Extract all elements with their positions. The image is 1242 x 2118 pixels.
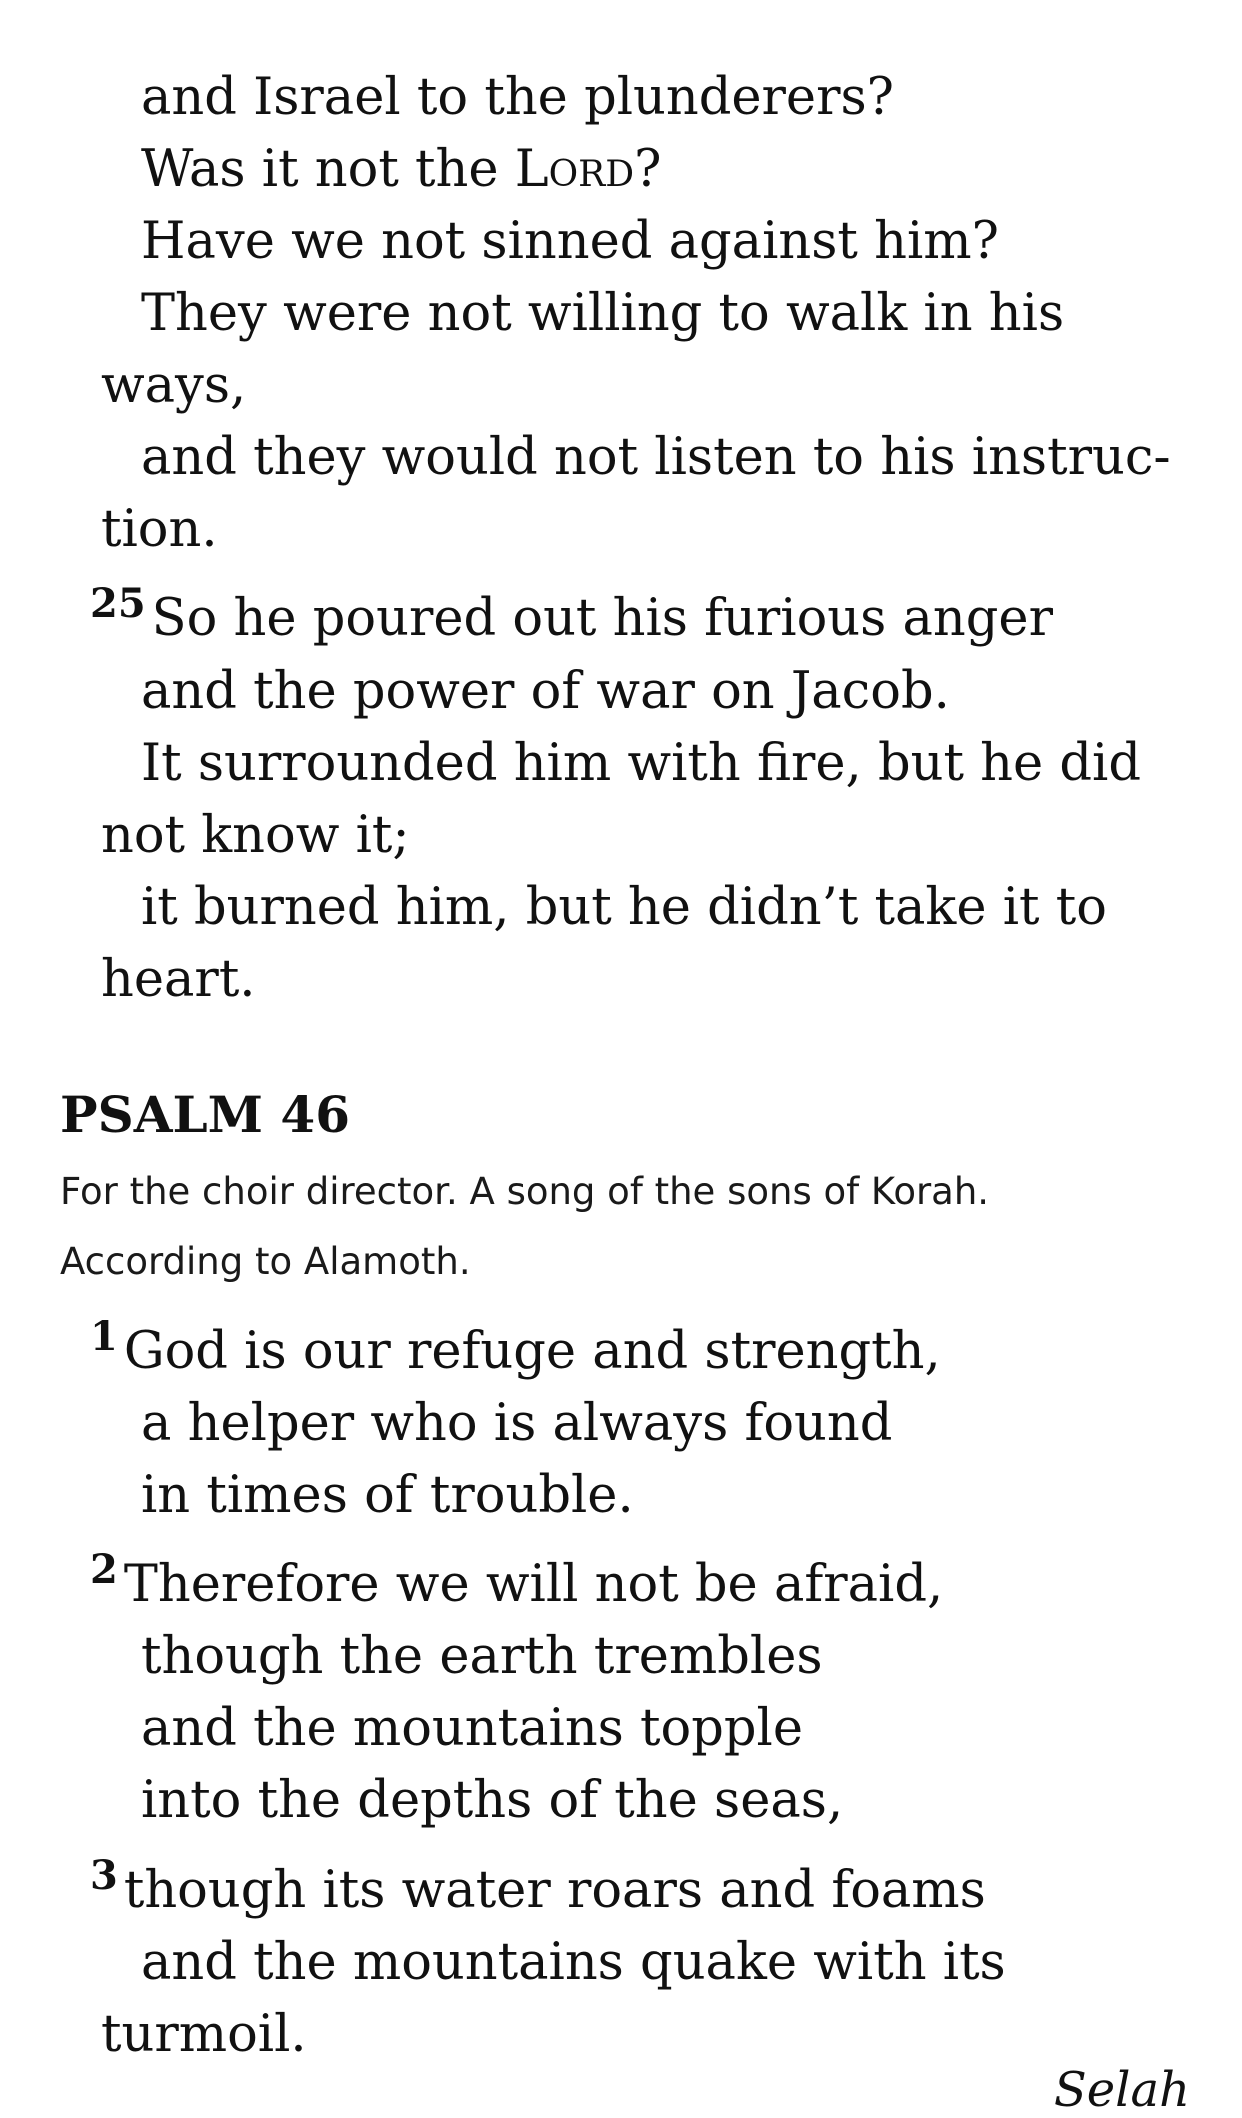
verse-2-first-line xyxy=(90,1546,944,1624)
text-line: Have we not sinned against him? xyxy=(141,212,999,271)
verse-3-first-line xyxy=(90,1852,986,1930)
verse-number: 25 xyxy=(90,580,146,627)
text-span: though its water roars and foams xyxy=(123,1861,986,1920)
text-line: though the earth trembles xyxy=(141,1627,823,1686)
text-line: in times of trouble. xyxy=(141,1466,634,1525)
text-line: heart. xyxy=(101,950,256,1009)
psalm-superscription: For the choir director. A song of the sons of Korah. xyxy=(60,1170,990,1213)
text-line: not know it; xyxy=(101,806,410,865)
lord-small-caps: Lord xyxy=(514,140,635,199)
psalm-superscription: According to Alamoth. xyxy=(60,1240,471,1283)
text-line: a helper who is always found xyxy=(141,1394,893,1453)
verse-number: 3 xyxy=(90,1852,118,1899)
text-line: into the depths of the seas, xyxy=(141,1771,844,1830)
text-span: So he poured out his furious anger xyxy=(151,589,1053,648)
text-span: God is our refuge and strength, xyxy=(123,1322,941,1381)
text-line: ways, xyxy=(101,356,247,415)
verse-25-first-line xyxy=(90,580,1053,658)
psalm-heading: PSALM 46 xyxy=(60,1085,350,1144)
text-line: and Israel to the plunderers? xyxy=(141,68,894,127)
text-span: Therefore we will not be afraid, xyxy=(123,1555,944,1614)
text-line: and the mountains quake with its xyxy=(141,1933,1006,1992)
verse-1-first-line xyxy=(90,1313,941,1391)
selah-marker: Selah xyxy=(1053,2062,1190,2118)
text-line: turmoil. xyxy=(101,2005,307,2064)
verse-number: 1 xyxy=(90,1313,118,1360)
text-line: and they would not listen to his instruc- xyxy=(141,428,1171,487)
text-span: Was it not the xyxy=(141,140,515,199)
text-line: and the power of war on Jacob. xyxy=(141,662,950,721)
text-line: it burned him, but he didn’t take it to xyxy=(141,878,1107,937)
text-line: They were not willing to walk in his xyxy=(141,284,1065,343)
text-line: and the mountains topple xyxy=(141,1699,804,1758)
text-line: It surrounded him with fire, but he did xyxy=(141,734,1142,793)
text-line: tion. xyxy=(101,500,218,559)
text-span: ? xyxy=(634,140,662,199)
text-line xyxy=(141,134,662,206)
verse-number: 2 xyxy=(90,1546,118,1593)
